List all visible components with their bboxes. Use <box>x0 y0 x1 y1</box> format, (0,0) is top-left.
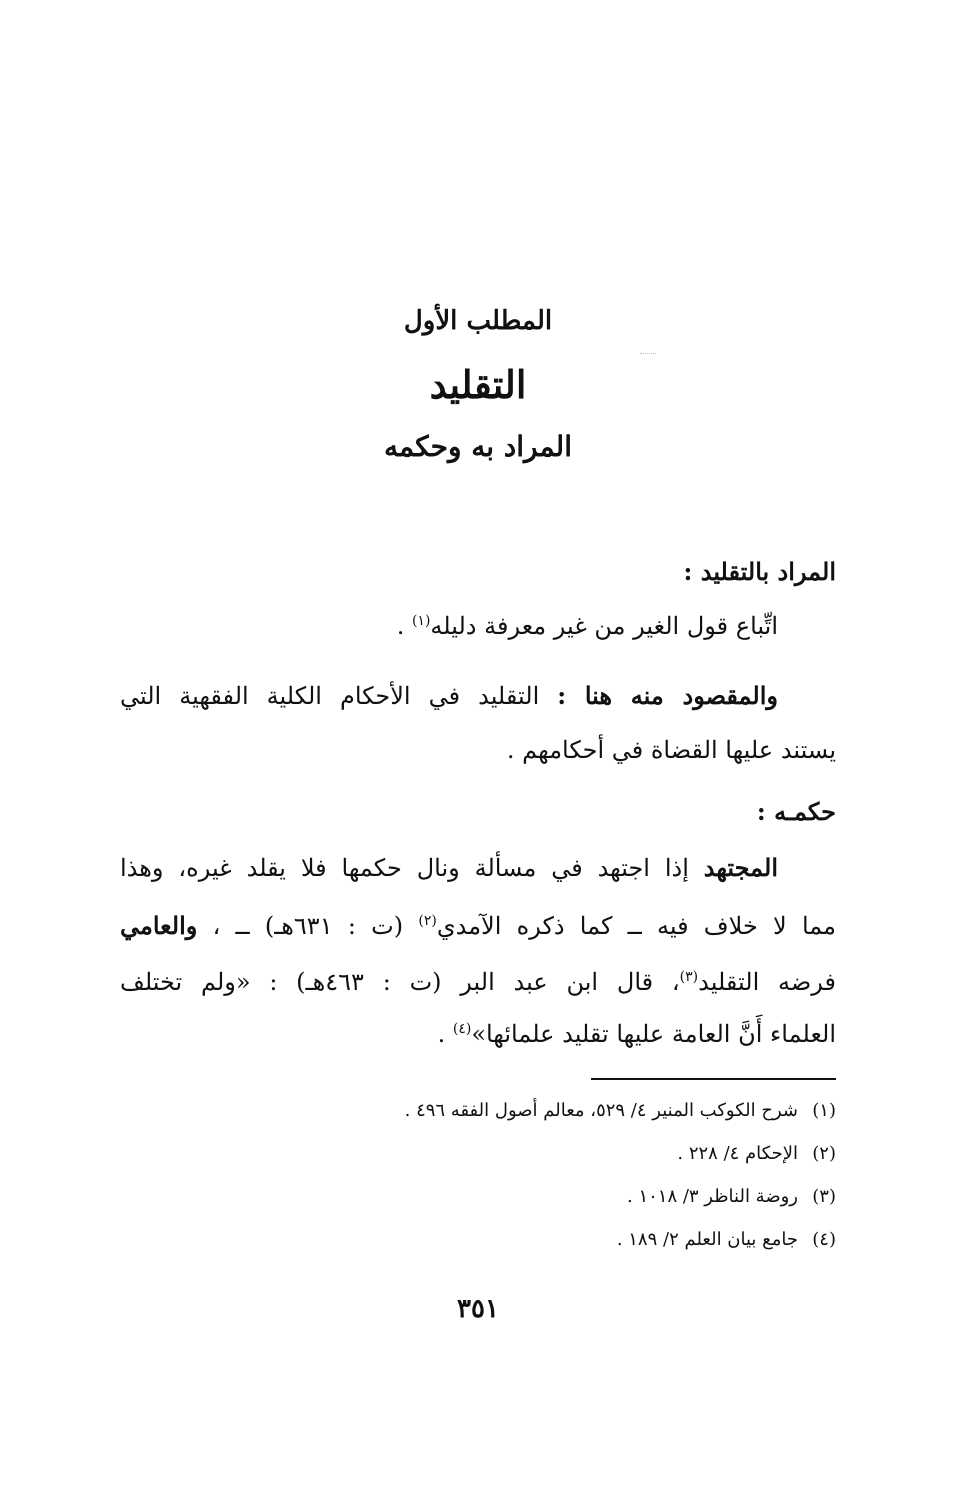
definition-line <box>120 606 836 646</box>
ruling-l3-rest: ، قال ابن عبد البر (ت : ٤٦٣هـ) : «ولم تختلف <box>120 968 680 996</box>
footnote-ref-1: (١) <box>411 613 431 629</box>
ruling-l2-text: مما لا خلاف فيه ــ كما ذكره الآمدي <box>436 912 837 940</box>
scan-speck <box>640 353 656 354</box>
definition-text: اتِّباع قول الغير من غير معرفة دليله <box>430 612 778 640</box>
mujtahid-term: المجتهد <box>703 853 778 882</box>
intent-line-2: يستند عليها القضاة في أحكامهم . <box>506 736 836 764</box>
footnote-number: (٢) <box>812 1143 836 1164</box>
footnote-ref-2: (٢) <box>418 913 437 929</box>
intent-rest: التقليد في الأحكام الكلية الفقهية التي <box>120 682 558 710</box>
definition-heading: المراد بالتقليد : <box>683 557 836 586</box>
intent-lead: والمقصود منه هنا : <box>557 681 778 710</box>
ruling-l1-text: إذا اجتهد في مسألة ونال حكمها فلا يقلد غيره، وهذا <box>120 854 704 882</box>
ruling-line-4 <box>120 1014 836 1054</box>
chapter-subtitle: المراد به وحكمه <box>384 430 572 463</box>
footnote-ref-3: (٣) <box>679 969 699 985</box>
section-heading: المطلب الأول <box>403 306 553 336</box>
footnote-separator <box>591 1078 836 1080</box>
footnote-text: شرح الكوكب المنير ٤/ ٥٢٩، معالم أصول الفقه ٤٩٦ . <box>404 1100 798 1121</box>
footnote-2 <box>236 1139 836 1169</box>
ruling-heading: حكمـه : <box>756 797 836 826</box>
footnote-number: (١) <box>812 1100 836 1121</box>
ruling-line-1 <box>120 848 836 888</box>
definition-end: . <box>396 612 412 640</box>
ruling-l2-date: (ت : ٦٣١هـ) ــ ، <box>197 912 419 940</box>
ruling-line-2 <box>120 906 836 946</box>
ruling-l3-text: فرضه التقليد <box>698 968 836 996</box>
intent-line-1 <box>120 676 836 716</box>
ruling-line-3 <box>120 962 836 1002</box>
ruling-l4-end: . <box>437 1020 453 1048</box>
ruling-l4-text: العلماء أَنَّ العامة عليها تقليد علمائها» <box>471 1020 836 1048</box>
footnote-text: جامع بيان العلم ٢/ ١٨٩ . <box>616 1229 798 1250</box>
layman-term: والعامي <box>120 911 198 940</box>
footnote-ref-4: (٤) <box>452 1021 472 1037</box>
page-number: ٣٥١ <box>457 1294 499 1324</box>
footnote-number: (٤) <box>812 1229 836 1250</box>
footnote-1 <box>236 1096 836 1126</box>
footnote-number: (٣) <box>812 1186 836 1207</box>
footnote-3 <box>236 1182 836 1212</box>
footnote-text: روضة الناظر ٣/ ١٠١٨ . <box>626 1186 798 1207</box>
footnote-4 <box>236 1225 836 1255</box>
chapter-title: التقليد <box>429 362 527 407</box>
footnote-text: الإحكام ٤/ ٢٢٨ . <box>677 1143 798 1164</box>
